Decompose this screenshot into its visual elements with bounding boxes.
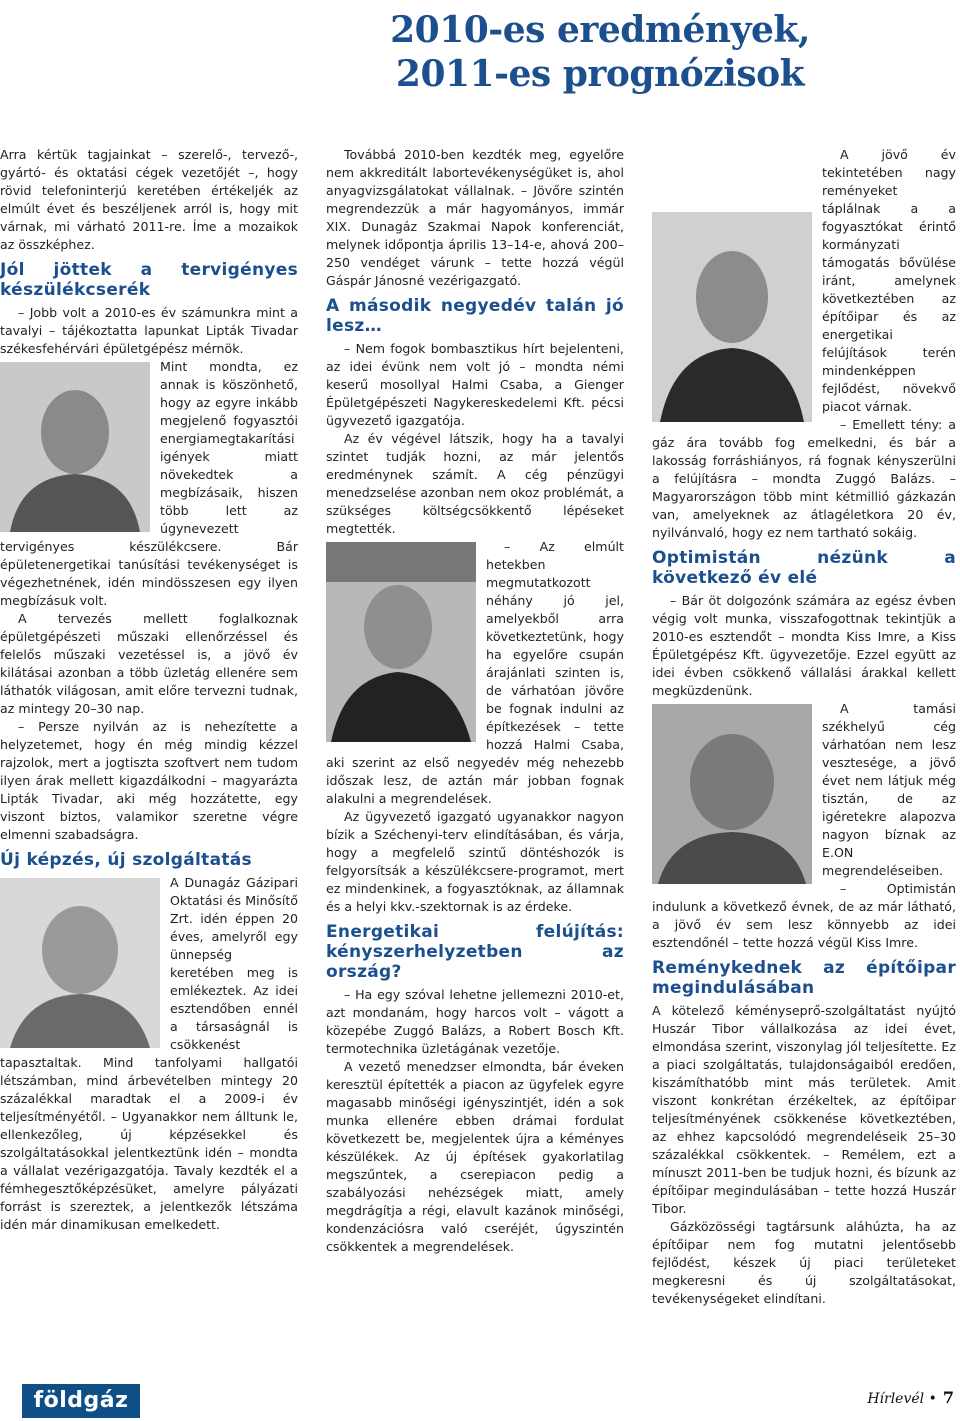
paragraph: A kötelező kéményseprő-szolgáltatást nyújtó Huszár Tibor vállalkozása az idei évet, elmondása szerint, viszonylag jól teljesítette. Ez a piaci szolgáltatás, tulajdonságaiból eredően, kiszámíthatóbb mint más területek. Amit viszont konkrétan érzékeltek, az építőipar teljesítményének csökkenése következtében, az ehhez kapcsolódó megrendeléseik 25–30 százalékkal csökkentek. – Remélem, ezt a mínuszt 2011-ben be tudjuk hozni, és bízunk az építőipar megindulásában – tette hozzá Huszár Tibor.: [652, 1003, 956, 1216]
page-title: [240, 8, 960, 96]
paragraph: – Bár öt dolgozónk számára az egész évben végig volt munka, visszafogottnak tekintjük a 2010-es esztendőt – mondta Kiss Imre, a Kiss Épületgépész Kft. ügyvezetője. Ezzel együtt az idei évben csökkenő vállalási árakkal kellett megküzdenünk.: [652, 593, 956, 698]
paragraph: – Emellett tény: a gáz ára tovább fog emelkedni, és bár a lakosság forráshiányos, rá fognak kényszerülni a felújításra – mondta Zuggó Balázs. – Magyarországon több mint kétmillió gázkazán van, amelyeknek az átlagéletkora 20 év, nyilvánvaló, hogy ez nem tartható sokáig.: [652, 417, 956, 540]
paragraph: – Optimistán indulunk a következő évnek, de az már látható, a jövő év sem lesz könnyebb az idei esztendőnél – tette hozzá végül Kiss Imre.: [652, 881, 956, 950]
page-number: 7: [942, 1388, 954, 1407]
portrait-photo-gasparne: [0, 878, 160, 1048]
column-1: [0, 146, 298, 1234]
portrait-photo-kiss: [652, 704, 812, 884]
heading-kiss: Optimistán nézünk a következő év elé: [652, 548, 956, 588]
paragraph: – Ha egy szóval lehetne jellemezni 2010-et, azt mondanám, hogy harcos volt – vágott a közepébe Zuggó Balázs, a Robert Bosch Kft. termotechnika üzletágának vezetője.: [326, 987, 624, 1056]
column-3: [652, 146, 956, 1308]
intro-paragraph: Arra kértük tagjainkat – szerelő-, tervező-, gyártó- és oktatási cégek vezetőjét –, hogy rövid telefoninterjú keretében értékeljék az elmúlt évet és beszéljenek arról is, hogy mit várnak, mi várható 2011-re. Íme a mozaikok az összképhez.: [0, 147, 298, 252]
footer-label: [867, 1388, 954, 1407]
paragraph: – Persze nyilván az is nehezítette a helyzetemet, hogy én még mindig kézzel rajzolok, mert a jogtiszta szoftvert nem tudom ilyen árak mellett kigazdálkodni – magyarázta Lipták Tivadar, aki még hozzátette, egy viszont biztos, valamikor szeretne végre elmenni szabadságra.: [0, 719, 298, 842]
title-line-1: 2010-es eredmények,: [390, 9, 810, 51]
heading-halmi: A második negyedév talán jó lesz…: [326, 296, 624, 336]
paragraph: A vezető menedzser elmondta, bár éveken keresztül építették a piacon az ügyfelek egyre magasabb minőségi igényszintjét, idén a sok munka ellenére ebben drámai fordulat következett be, megjelentek újra a kéményes készülékek. Az új építések gyakorlatilag megszűntek, a cserepiacon pedig a szabályozási nehézségek miatt, amely megdrágítja a régi, elavult kazánok minőségi, kondenzációsra való cseréjét, úgyszintén csökkentek a megrendelések.: [326, 1059, 624, 1254]
paragraph: A tamási székhelyű cég várhatóan nem lesz vesztesége, a jövő évet nem látjuk még tisztán, de az igéretekre alapozva nagyon bíznak az E.ON megrendeléseiben.: [822, 701, 956, 878]
paragraph: Továbbá 2010-ben kezdték meg, egyelőre nem akkreditált labortevékenységüket is, ahol anyagvizsgálatokat vállalnak. – Jövőre szintén megrendezzük a már hagyományos, immár XIX. Dunagáz Szakmai Napok konferenciát, melynek időpontja április 13–14-e, ahová 200–250 vendéget várunk – tette hozzá végül Gáspár Jánosné vezérigazgató.: [326, 147, 624, 288]
column-2: [326, 146, 624, 1256]
paragraph: A tervezés mellett foglalkoznak épületgépészeti műszaki ellenőrzéssel és felelős műszaki vezetéssel is, a jövő év kilátásai azonban a több üzletág ellenére sem láthatók világosan, amit előre tervezni tudnak, az mintegy 20–30 nap.: [0, 611, 298, 716]
paragraph: Mint mondta, ez annak is köszönhető, hogy az egyre inkább megjelenő fogyasztói energiamegtakarítási igények miatt növekedtek a megbízásaik, hiszen több lett az úgynevezett tervigényes készülékcsere. Bár épületenergetikai tanúsítási tevékenységet is végezhetnének, idén mindösszesen egy ilyen megbízásuk volt.: [0, 359, 298, 608]
heading-energetikai: Energetikai felújítás: kényszerhelyzetben az ország?: [326, 922, 624, 982]
paragraph: A jövő év tekintetében nagy reményeket táplálnak a a fogyasztókat érintő kormányzati támogatás bővülése iránt, amelynek következtében az építőipar és az energetikai felújítások terén mindenképpen fejlődést, növekvő piacot várnak.: [822, 147, 956, 414]
paragraph: – Az elmúlt hetekben megmutatkozott néhány jó jel, amelyekből arra következtetünk, hogy ha egyelőre csupán árajánlati szinten is, de várhatóan jövőre be fognak indulni az építkezések – tette hozzá Halmi Csaba, aki szerint az első negyedév még nehezebb időszak lesz, de aztán már jobban fognak alakulni a megrendelések.: [326, 539, 624, 806]
paragraph: Az ügyvezető igazgató ugyanakkor nagyon bízik a Széchenyi-terv elindításában, és várja, hogy a megfelelő szintű döntéshozók is felgyorsítsák a készülékcsere-programot, mert ez mindenkinek, a fogyasztóknak, az államnak és a helyi kkv.-szektornak is az érdeke.: [326, 809, 624, 914]
portrait-photo-halmi: [326, 542, 476, 742]
foldgaz-logo: földgáz: [22, 1384, 140, 1418]
paragraph: – Jobb volt a 2010-es év számunkra mint a tavalyi – tájékoztatta lapunkat Lipták Tivadar székesfehérvári épületgépész mérnök.: [0, 305, 298, 356]
heading-huszar: Reménykednek az építőipar megindulásában: [652, 958, 956, 998]
portrait-photo-liptak: [0, 362, 150, 532]
paragraph: A Dunagáz Gázipari Oktatási és Minősítő Zrt. idén éppen 20 éves, amelyről egy ünnepség keretében meg is emlékeztek. Az idei esztendőben ennél a társaságnál is csökkenést tapasztaltak. Mind tanfolyami hallgatói létszámban, mind árbevételben mintegy 20 százalékkal maradtak el a 2009-i év teljesítményétől. – Ugyanakkor nem álltunk le, ellenkezőleg, új képzésekkel és szolgáltatásokkal jelentkeztünk idén – mondta a vállalat vezérigazgatója. Tavaly kezdték el a fémhegesztőképzésüket, amelyre pályázati forrást is szereztek, a jelentkezők létszáma idén már dinamikusan emelkedett.: [0, 875, 298, 1232]
paragraph: Gázközösségi tagtársunk aláhúzta, ha az építőipar nem fog mutatni jelentősebb fejlődést, készek új piaci területeket megkeresni és új szolgáltatásokat, tevékenységeket elindítani.: [652, 1219, 956, 1306]
portrait-photo-zuggo: [652, 212, 812, 422]
newsletter-label: Hírlevél •: [867, 1391, 937, 1407]
title-line-2: 2011-es prognózisok: [395, 53, 805, 95]
heading-dunagaz: Új képzés, új szolgáltatás: [0, 850, 252, 870]
paragraph: Az év végével látszik, hogy ha a tavalyi szintet tudják hozni, az már jelentős eredménynek számít. A cég pénzügyi menedzselése azonban nem okoz problémát, a szükséges költségcsökkentő lépéseket megtették.: [326, 431, 624, 536]
heading-lipták: Jól jöttek a tervigényes készülékcserék: [0, 260, 298, 300]
paragraph: – Nem fogok bombasztikus hírt bejelenteni, az idei évünk nem volt jó – mondta némi keserű mosollyal Halmi Csaba, a Gienger Épületgépészeti Nagykereskedelemi Kft. pécsi ügyvezető igazgatója.: [326, 341, 624, 428]
